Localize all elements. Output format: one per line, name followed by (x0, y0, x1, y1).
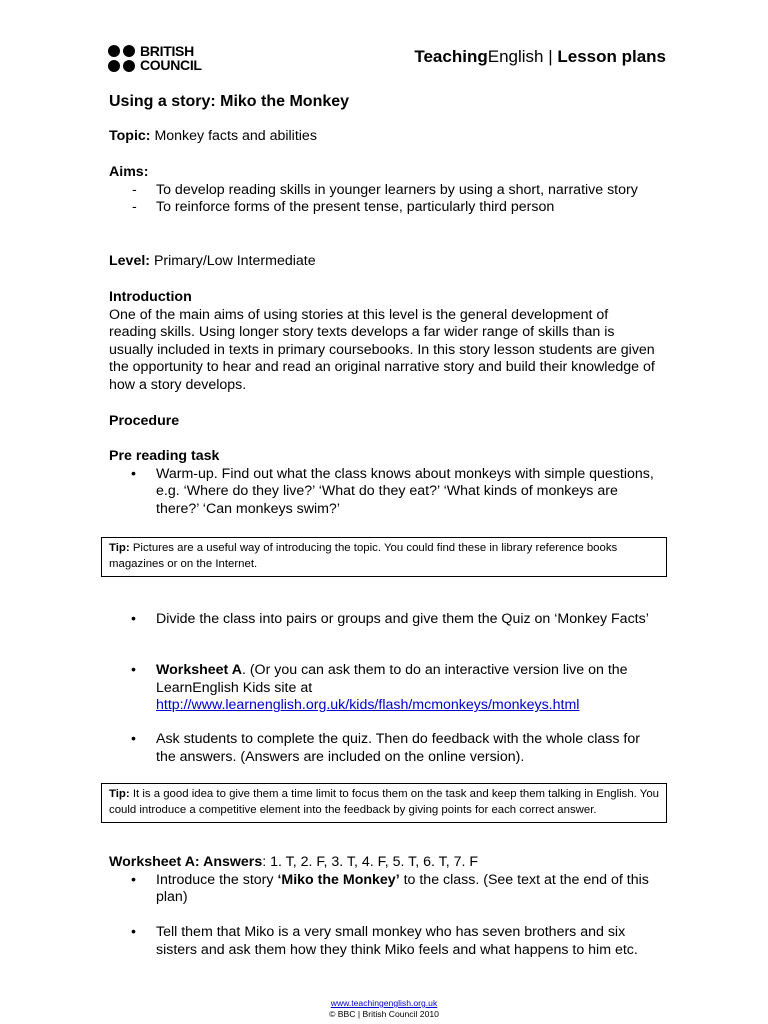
introduction-body: One of the main aims of using stories at this level is the general development of reading skills. Using longer story texts develops a far wider range of skills than is usually included in texts in primary coursebooks. In this story lesson students are given the opportunity to hear and read an original narrative story and build their knowledge of how a story develops. (109, 306, 655, 393)
tip-text: It is a good idea to give them a time limit to focus them on the task and keep them talking in English. You could introduce a competitive element into the feedback by giving points for each correct answer. (109, 788, 660, 816)
footer-url[interactable]: www.teachingenglish.org.uk (330, 998, 438, 1008)
introduction-section (109, 289, 657, 395)
activity-list-1 (109, 611, 657, 629)
tip-text: Pictures are a useful way of introducing the topic. You could find these in library reference books magazines or on the Internet. (109, 542, 618, 570)
worksheet-a-label: Worksheet A (156, 662, 242, 678)
header-brand (414, 47, 666, 67)
level-line (109, 253, 657, 271)
introduction-heading: Introduction (109, 289, 192, 305)
pre-reading-section (109, 448, 657, 518)
logo-line-2: COUNCIL (140, 57, 202, 73)
level-label: Level: (109, 253, 151, 269)
list-item: • Tell them that Miko is a very small monkey who has seven brothers and six sisters and ask them how they think Miko feels and what happens to him etc. (109, 924, 657, 959)
list-item (109, 872, 657, 907)
topic-label: Topic: (109, 128, 151, 144)
story-title: ‘Miko the Monkey’ (277, 871, 400, 888)
logo-line-1: BRITISH (140, 43, 194, 59)
tip-label: Tip: (109, 542, 130, 554)
aims-item: - To reinforce forms of the present tense, particularly third person (109, 199, 657, 217)
level-value: Primary/Low Intermediate (150, 253, 316, 269)
aims-label: Aims: (109, 164, 149, 180)
brand-teaching: Teaching (414, 47, 488, 66)
topic-line (109, 128, 657, 146)
aims-section (109, 164, 657, 217)
footer-copyright: © BBC | British Council 2010 (329, 1009, 439, 1019)
tip-box (101, 537, 667, 577)
pre-reading-list (109, 466, 657, 519)
tip-label: Tip: (109, 788, 130, 800)
page-title: Using a story: Miko the Monkey (109, 93, 350, 110)
procedure-heading: Procedure (109, 413, 180, 429)
intro-story-pre: Introduce the story (156, 871, 278, 888)
aims-item: - To develop reading skills in younger learners by using a short, narrative story (109, 182, 657, 200)
learnenglish-link[interactable]: http://www.learnenglish.org.uk/kids/flash/mcmonkeys/monkeys.html (156, 697, 580, 714)
pre-reading-heading: Pre reading task (109, 448, 220, 464)
activity-list-4 (109, 924, 657, 959)
logo-text (140, 44, 202, 72)
tip-box (101, 783, 667, 823)
activity-list-3 (109, 731, 657, 766)
list-item: • Divide the class into pairs or groups and give them the Quiz on ‘Monkey Facts’ (109, 611, 657, 629)
list-item (109, 662, 657, 715)
answers-label: Worksheet A: Answers (109, 854, 263, 870)
brand-section: Lesson plans (557, 47, 666, 66)
answers-section (109, 854, 657, 907)
worksheet-answers (109, 854, 657, 872)
activity-list-2 (109, 662, 657, 715)
list-item: • Warm-up. Find out what the class knows about monkeys with simple questions, e.g. ‘Where do they live?’ ‘What do they eat?’ ‘What kinds of monkeys are there?’ ‘Can monkeys swim?’ (109, 466, 657, 519)
british-council-logo (108, 44, 202, 72)
intro-story-post: to the class. (See text at the end of this plan) (156, 871, 649, 906)
brand-english: English | (487, 47, 558, 66)
answers-value: : 1. T, 2. F, 3. T, 4. F, 5. T, 6. T, 7. F (262, 854, 479, 870)
topic-value: Monkey facts and abilities (150, 128, 317, 144)
list-item: • Ask students to complete the quiz. Then do feedback with the whole class for the answers. (Answers are included on the online version). (109, 731, 657, 766)
aims-list (109, 182, 657, 217)
footer (0, 998, 768, 1020)
worksheet-a-text: . (Or you can ask them to do an interactive version live on the LearnEnglish Kids site at (156, 662, 628, 696)
logo-dots-icon (108, 45, 135, 72)
